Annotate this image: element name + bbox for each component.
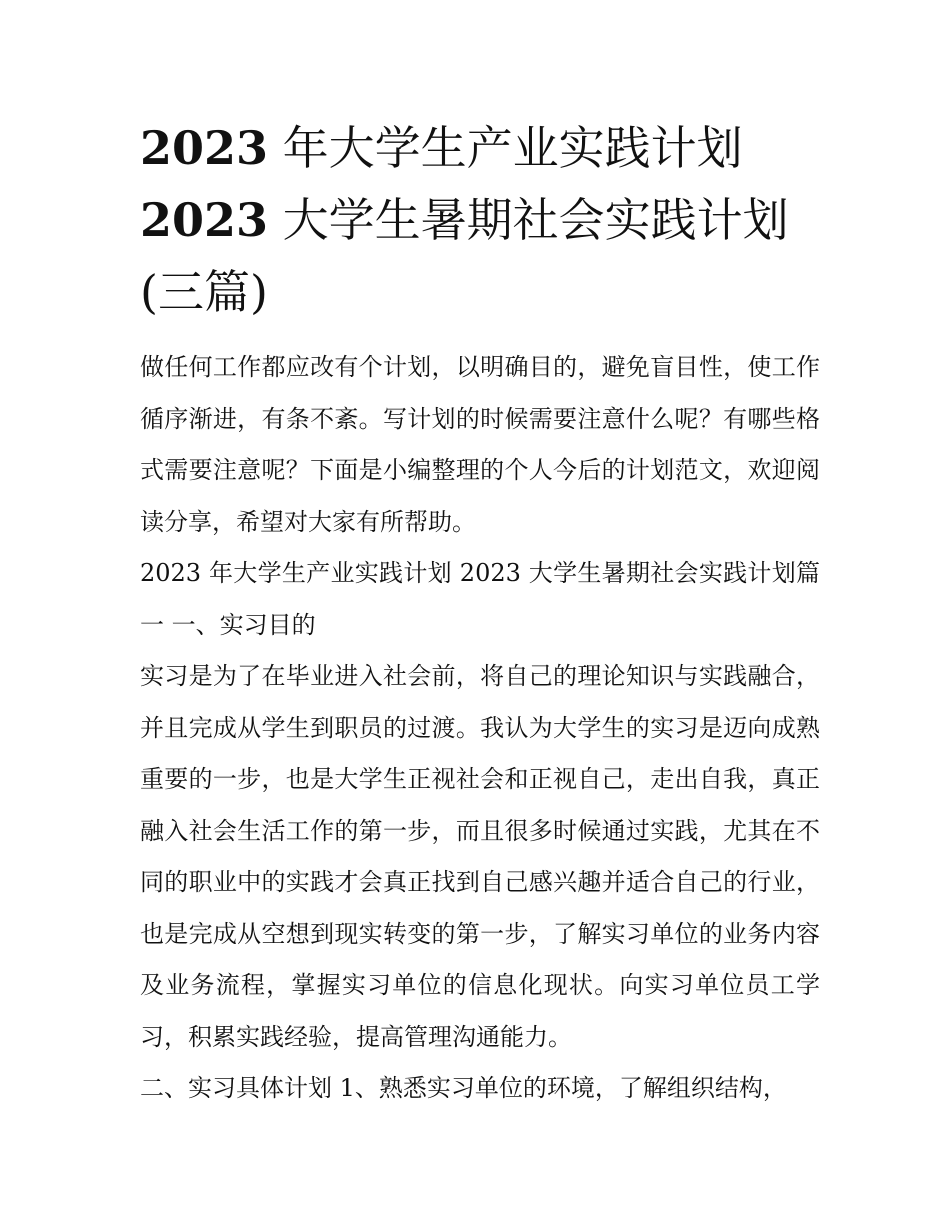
document-body [140,342,820,1115]
title-year-1: 2023 [140,121,269,175]
title-text-2: 大学生暑期社会实践计划 [282,193,789,247]
title-line-1 [140,112,820,184]
title-line-3: (三篇) [140,265,268,319]
document-title [140,112,820,328]
title-line-2 [140,184,820,256]
plan-paragraph: 二、实习具体计划 1、熟悉实习单位的环境，了解组织结构， [140,1074,787,1102]
purpose-paragraph: 实习是为了在毕业进入社会前，将自己的理论知识与实践融合，并且完成从学生到职员的过渡。我认为大学生的实习是迈向成熟重要的一步，也是大学生正视社会和正视自己，走出自我，真正融入社会生活工作的第一步，而且很多时候通过实践，尤其在不同的职业中的实践才会真正找到自己感兴趣并适合自己的行业，也是完成从空想到现实转变的第一步，了解实习单位的业务内容及业务流程，掌握实习单位的信息化现状。向实习单位员工学习，积累实践经验，提高管理沟通能力。 [140,662,820,1051]
section-heading-paragraph: 2023 年大学生产业实践计划 2023 大学生暑期社会实践计划篇一 一、实习目的 [140,559,820,639]
title-text-1: 年大学生产业实践计划 [282,121,743,175]
document-page [140,112,820,1115]
intro-paragraph: 做任何工作都应改有个计划，以明确目的，避免盲目性，使工作循序渐进，有条不紊。写计划的时候需要注意什么呢？有哪些格式需要注意呢？下面是小编整理的个人今后的计划范文，欢迎阅读分享，希望对大家有所帮助。 [140,353,820,536]
title-year-2: 2023 [140,193,269,247]
